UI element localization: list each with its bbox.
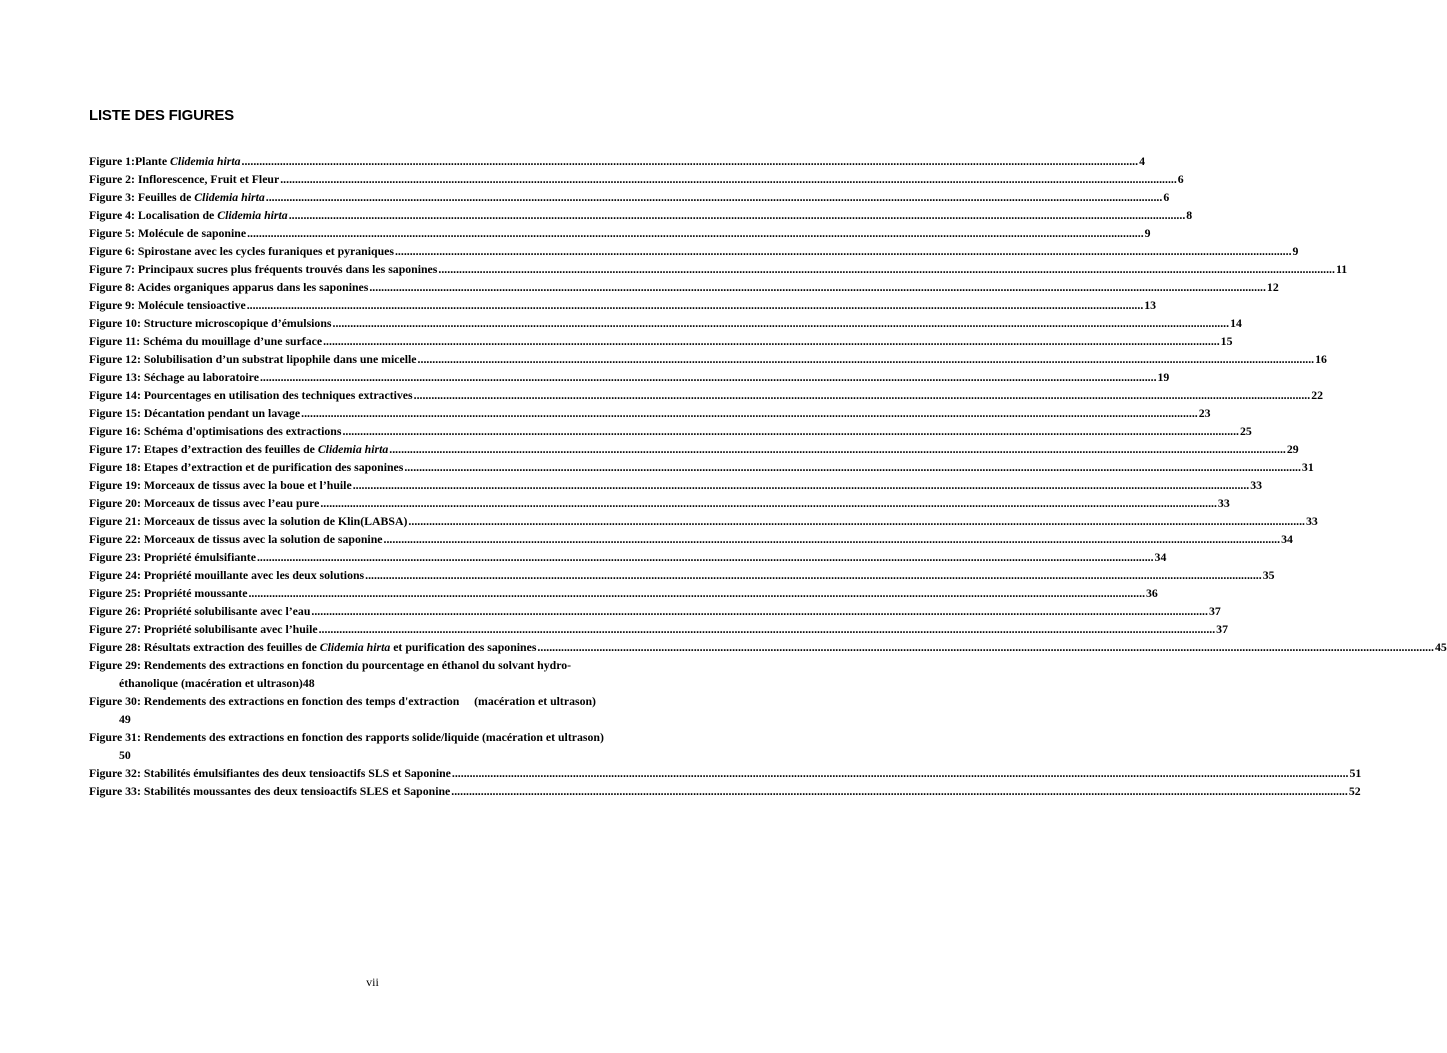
entry-label [89, 460, 403, 475]
entry-page-number: 33 [1217, 496, 1230, 510]
entry-text: Figure 28: Résultats extraction des feuilles de [89, 640, 320, 654]
entry-label [89, 550, 256, 565]
entry-text: Figure 27: Propriété solubilisante avec l’huile [89, 622, 318, 636]
toc-entry [89, 514, 1318, 532]
entry-text: Figure 32: Stabilités émulsifiantes des deux tensioactifs SLS et Saponine [89, 766, 451, 780]
entry-label [89, 568, 364, 583]
entry-page-number: 36 [1146, 586, 1158, 600]
entry-text: Figure 21: Morceaux de tissus avec la solution de Klin(LABSA) [89, 514, 408, 528]
entry-page-number: 12 [1266, 280, 1279, 294]
leader-dots [333, 316, 1230, 331]
entry-page-number: 52 [1348, 784, 1361, 798]
leader-dots [257, 550, 1154, 565]
entry-page-number: 16 [1315, 352, 1327, 366]
entry-label [89, 766, 451, 781]
entry-page-number: 4 [1139, 154, 1145, 168]
toc-entry [89, 622, 1228, 640]
entry-text: Figure 5: Molécule de saponine [89, 226, 247, 240]
toc-entry [89, 532, 1293, 550]
entry-label [89, 478, 352, 493]
entry-page-number: 11 [1335, 262, 1348, 276]
toc-entry [89, 424, 1252, 442]
toc-entry [89, 730, 692, 766]
toc-entry [89, 334, 1233, 352]
entry-label [89, 244, 394, 259]
toc-entry [89, 550, 1167, 568]
toc-entry [89, 568, 1275, 586]
entry-label [89, 262, 437, 277]
entry-page-number: 49 [119, 712, 131, 726]
leader-dots [311, 604, 1208, 619]
toc-entry [89, 496, 1230, 514]
leader-dots [266, 190, 1163, 205]
entry-text: Figure 11: Schéma du mouillage d’une surface [89, 334, 323, 348]
figure-list [89, 154, 1447, 802]
entry-page-number: 9 [1292, 244, 1299, 258]
entry-label [89, 424, 341, 439]
toc-entry [89, 262, 1348, 280]
entry-text: Figure 24: Propriété mouillante avec les deux solutions [89, 568, 365, 582]
toc-entry [89, 388, 1323, 406]
entry-label [89, 316, 332, 331]
toc-entry [89, 154, 1145, 172]
entry-page-number: 33 [1250, 478, 1263, 492]
entry-label [89, 640, 536, 655]
leader-dots [247, 226, 1144, 241]
entry-text: Figure 26: Propriété solubilisante avec l’eau [89, 604, 311, 618]
entry-label [89, 154, 241, 169]
entry-species-name: Clidemia hirta [194, 190, 265, 204]
entry-label [89, 622, 318, 637]
entry-page-number: 35 [1262, 568, 1275, 582]
entry-species-name: Clidemia hirta [319, 640, 391, 654]
leader-dots [289, 208, 1186, 223]
entry-line-continued [89, 712, 692, 730]
entry-page-number: 34 [1281, 532, 1293, 546]
entry-text: Figure 12: Solubilisation d’un substrat lipophile dans une micelle [89, 352, 417, 366]
entry-text: Figure 7: Principaux sucres plus fréquents trouvés dans les saponines [89, 262, 438, 276]
entry-label [89, 172, 279, 187]
entry-text: Figure 30: Rendements des extractions en fonction des temps d'extraction (macération et ultrason) [89, 694, 596, 708]
toc-entry [89, 460, 1314, 478]
entry-species-name: Clidemia hirta [317, 442, 389, 456]
leader-dots [414, 388, 1311, 403]
entry-label [89, 388, 413, 403]
entry-text: Figure 6: Spirostane avec les cycles furaniques et pyraniques [89, 244, 394, 258]
leader-dots [353, 478, 1250, 493]
entry-label [89, 334, 322, 349]
toc-entry [89, 694, 692, 730]
entry-page-number: 33 [1305, 514, 1318, 528]
entry-text-end: et purification des saponines [390, 640, 537, 654]
entry-text: Figure 19: Morceaux de tissus avec la boue et l’huile [89, 478, 352, 492]
entry-page-number: 31 [1301, 460, 1314, 474]
entry-page-number: 37 [1216, 622, 1228, 636]
leader-dots [369, 280, 1266, 295]
entry-text: Figure 25: Propriété moussante [89, 586, 248, 600]
leader-dots [418, 352, 1315, 367]
toc-entry [89, 208, 1193, 226]
entry-label [89, 784, 450, 799]
entry-page-number: 22 [1311, 388, 1323, 402]
entry-text: Figure 29: Rendements des extractions en fonction du pourcentage en éthanol du solvant hydro- [89, 658, 572, 672]
entry-text: Figure 33: Stabilités moussantes des deux tensioactifs SLES et Saponine [89, 784, 451, 798]
toc-entry [89, 658, 692, 694]
entry-line [89, 694, 692, 712]
entry-text: Figure 8: Acides organiques apparus dans les saponines [89, 280, 369, 294]
entry-page-number: 37 [1208, 604, 1221, 618]
entry-page-number: 51 [1349, 766, 1362, 780]
toc-entry [89, 244, 1299, 262]
leader-dots [452, 766, 1349, 781]
entry-text: Figure 13: Séchage au laboratoire [89, 370, 259, 384]
toc-entry [89, 640, 1447, 658]
entry-page-number: 50 [119, 748, 131, 762]
toc-entry [89, 478, 1263, 496]
leader-dots [537, 640, 1434, 655]
entry-page-number: 19 [1157, 370, 1170, 384]
entry-label [89, 406, 300, 421]
toc-entry [89, 280, 1279, 298]
entry-text: Figure 4: Localisation de [89, 208, 218, 222]
toc-entry [89, 406, 1211, 424]
entry-page-number: 13 [1144, 298, 1157, 312]
entry-label [89, 208, 288, 223]
entry-text: Figure 10: Structure microscopique d’émulsions [89, 316, 332, 330]
leader-dots [301, 406, 1198, 421]
page-number: vii [366, 975, 379, 989]
entry-text: Figure 14: Pourcentages en utilisation des techniques extractives [89, 388, 413, 402]
leader-dots [395, 244, 1292, 259]
entry-line-continued [89, 676, 692, 694]
leader-dots [248, 586, 1145, 601]
entry-label [89, 532, 383, 547]
entry-text: Figure 2: Inflorescence, Fruit et Fleur [89, 172, 280, 186]
entry-page-number: 29 [1286, 442, 1299, 456]
entry-page-number: 8 [1186, 208, 1193, 222]
entry-label [89, 370, 259, 385]
leader-dots [319, 622, 1216, 637]
entry-line-continued [89, 748, 692, 766]
toc-entry [89, 352, 1327, 370]
leader-dots [404, 460, 1301, 475]
entry-label [89, 586, 247, 601]
toc-entry [89, 226, 1151, 244]
leader-dots [342, 424, 1239, 439]
entry-text: Figure 20: Morceaux de tissus avec l’eau pure [89, 496, 320, 510]
entry-text: Figure 31: Rendements des extractions en fonction des rapports solide/liquide (macération et ultrason) [89, 730, 604, 744]
entry-species-name: Clidemia hirta [170, 154, 241, 168]
leader-dots [384, 532, 1281, 547]
entry-label [89, 496, 319, 511]
entry-page-number: 23 [1198, 406, 1211, 420]
leader-dots [451, 784, 1348, 799]
toc-entry [89, 298, 1157, 316]
leader-dots [365, 568, 1262, 583]
toc-entry [89, 316, 1242, 334]
entry-text: Figure 1:Plante [89, 154, 171, 168]
entry-page-number: 34 [1154, 550, 1167, 564]
entry-page-number: 14 [1230, 316, 1242, 330]
toc-entry [89, 784, 1361, 802]
entry-label [89, 190, 265, 205]
leader-dots [408, 514, 1305, 529]
entry-text: Figure 17: Etapes d’extraction des feuilles de [89, 442, 318, 456]
toc-entry [89, 190, 1170, 208]
leader-dots [438, 262, 1335, 277]
leader-dots [242, 154, 1139, 169]
entry-label [89, 604, 310, 619]
leader-dots [389, 442, 1286, 457]
entry-text: Figure 23: Propriété émulsifiante [89, 550, 256, 564]
toc-entry [89, 586, 1158, 604]
leader-dots [320, 496, 1217, 511]
entry-text: Figure 9: Molécule tensioactive [89, 298, 246, 312]
entry-label [89, 280, 368, 295]
entry-label [89, 298, 246, 313]
entry-label [89, 514, 407, 529]
leader-dots [323, 334, 1220, 349]
entry-label [89, 442, 388, 457]
entry-page-number: 15 [1220, 334, 1233, 348]
leader-dots [260, 370, 1157, 385]
entry-page-number: 48 [302, 676, 315, 690]
toc-entry [89, 604, 1221, 622]
entry-text: Figure 16: Schéma d'optimisations des extractions [89, 424, 342, 438]
toc-entry [89, 766, 1362, 784]
entry-text: Figure 3: Feuilles de [89, 190, 195, 204]
entry-page-number: 25 [1240, 424, 1252, 438]
entry-text: Figure 15: Décantation pendant un lavage [89, 406, 301, 420]
entry-page-number: 6 [1163, 190, 1170, 204]
entry-text-continued: éthanolique (macération et ultrason) [119, 676, 303, 690]
entry-label [89, 352, 417, 367]
entry-text: Figure 18: Etapes d’extraction et de purification des saponines [89, 460, 404, 474]
entry-page-number: 6 [1177, 172, 1184, 186]
leader-dots [280, 172, 1177, 187]
toc-entry [89, 442, 1299, 460]
entry-page-number: 45 [1434, 640, 1447, 654]
entry-label [89, 226, 246, 241]
entry-line [89, 730, 692, 748]
entry-line [89, 658, 692, 676]
page-title: LISTE DES FIGURES [89, 107, 234, 124]
entry-page-number: 9 [1144, 226, 1151, 240]
leader-dots [247, 298, 1144, 313]
entry-species-name: Clidemia hirta [217, 208, 288, 222]
toc-entry [89, 370, 1170, 388]
toc-entry [89, 172, 1184, 190]
entry-text: Figure 22: Morceaux de tissus avec la solution de saponine [89, 532, 383, 546]
